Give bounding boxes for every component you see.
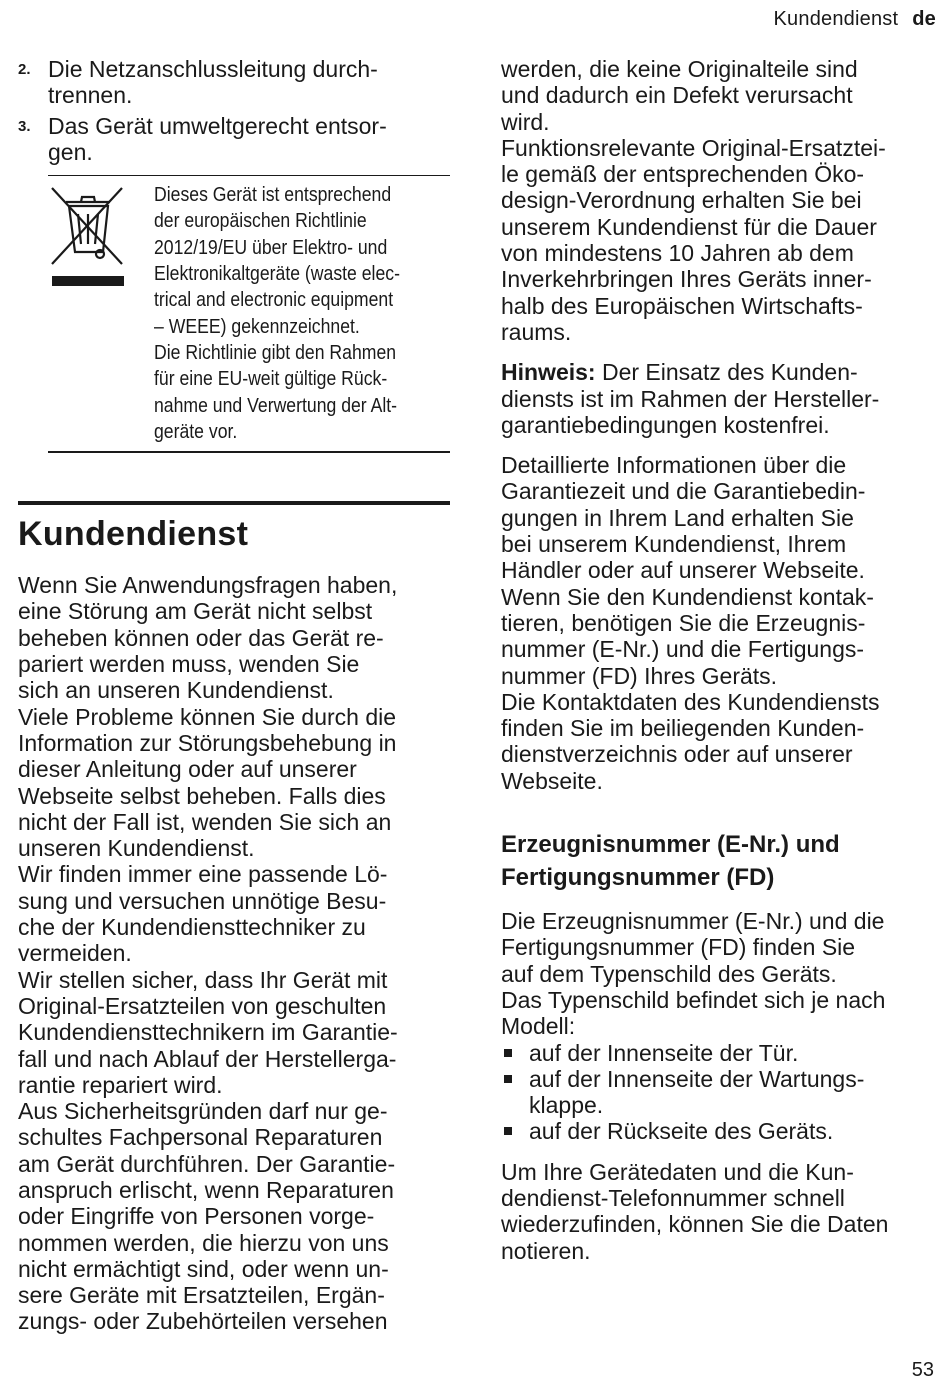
step-number: 2.: [18, 61, 31, 78]
rating-plate-paragraph: Die Erzeugnisnummer (E-Nr.) und die Fertigungsnummer (FD) finden Sie auf dem Typenschild des Geräts. Das Typenschild befindet sich je nach Modell:: [501, 908, 886, 1040]
header-title: Kundendienst: [773, 8, 899, 30]
note-data-paragraph: Um Ihre Gerätedaten und die Kun- dendienst-Telefonnummer schnell wiederzufinden, können Sie die Daten notieren.: [501, 1158, 889, 1264]
weee-notice-box: [48, 175, 450, 453]
weee-line: trical and electronic equipment: [154, 288, 394, 312]
weee-notice-text: [154, 182, 409, 445]
warranty-paragraph: Detaillierte Informationen über die Garantiezeit und die Garantiebedin- gungen in Ihrem Land erhalten Sie bei unserem Kundendienst, Ihrem Händler oder auf unserer Webseite. Wenn Sie den Kundendienst kontak- tieren, benötigen Sie die Erzeugnis- nummer (E-Nr.) und die Fertigungs- nummer (FD) Ihres Geräts. Die Kontaktdaten des Kundendiensts finden Sie im beiliegenden Kunden- dienstverzeichnis oder auf unserer Webseite.: [501, 452, 880, 794]
weee-line: Dieses Gerät ist entsprechend: [154, 183, 392, 207]
weee-line: der europäischen Richtlinie: [154, 209, 367, 233]
note-text: Der Einsatz des Kunden- diensts ist im Rahmen der Hersteller- garantiebedingungen kostenfrei.: [501, 359, 880, 438]
left-column: [18, 56, 450, 1335]
weee-line: 2012/19/EU über Elektro- und: [154, 235, 388, 259]
weee-line: nahme und Verwertung der Alt-: [154, 393, 398, 417]
page-number: 53: [911, 1359, 934, 1381]
list-item: auf der Innenseite der Wartungs- klappe.: [501, 1066, 937, 1119]
crossed-out-wheelie-bin-icon: [48, 182, 154, 445]
weee-line: – WEEE) gekennzeichnet.: [154, 314, 360, 338]
step-text: Das Gerät umweltgerecht entsor- gen.: [48, 112, 387, 165]
weee-line: geräte vor.: [154, 419, 238, 443]
step-number: 3.: [18, 117, 31, 135]
weee-line: für eine EU-weit gültige Rück-: [154, 367, 388, 391]
customer-service-text: Wenn Sie Anwendungsfragen haben, eine Störung am Gerät nicht selbst beheben können oder das Gerät re- pariert werden muss, wenden Sie sich an unseren Kundendienst. Viele Probleme können Sie durch die Information zur Störungsbehebung in dieser Anleitung oder auf unserer Webseite selbst beheben. Falls dies nicht der Fall ist, wenden Sie sich an unseren Kundendienst. Wir finden immer eine passende Lö- sung und versuchen unnötige Besu- che der Kundendiensttechniker zu vermeiden. Wir stellen sicher, dass Ihr Gerät mit Original-Ersatzteilen von geschulten Kundendiensttechnikern im Garantie- fall und nach Ablauf der Herstellerga- rantie repariert wird. Aus Sicherheitsgründen darf nur ge- schultes Fachpersonal Reparaturen am Gerät durchführen. Der Garantie- anspruch erlischt, wenn Reparaturen oder Eingriffe von Personen vorge- nommen werden, die hierzu von uns nicht ermächtigt sind, oder wenn un- sere Geräte mit Ersatzteilen, Ergän- zungs- oder Zubehörteilen versehen: [18, 572, 398, 1335]
list-item: auf der Rückseite des Geräts.: [501, 1118, 937, 1144]
rating-plate-locations: [501, 1040, 937, 1145]
section-title: Kundendienst: [18, 515, 249, 554]
language-code: de: [912, 8, 936, 30]
spare-parts-paragraph: werden, die keine Originalteile sind und dadurch ein Defekt verursacht wird. Funktionsrelevante Original-Ersatztei- le gemäß der entsprechenden Öko- design-Verordnung erhalten Sie bei unserem Kundendienst für die Dauer von mindestens 10 Jahren ab dem Inverkehrbringen Ihres Geräts inner- halb des Europäischen Wirtschafts- raums.: [501, 56, 886, 345]
running-header: [774, 8, 936, 31]
weee-line: Elektronikaltgeräte (waste elec-: [154, 262, 400, 286]
right-column: [501, 56, 937, 1264]
disposal-steps: [18, 56, 450, 165]
step-item: [18, 113, 450, 166]
note-paragraph: [501, 359, 937, 438]
section-divider: [18, 501, 450, 505]
step-item: [18, 56, 450, 109]
weee-line: Die Richtlinie gibt den Rahmen: [154, 340, 397, 364]
product-number-heading: Erzeugnisnummer (E-Nr.) und Fertigungsnummer (FD): [501, 831, 840, 892]
list-item: auf der Innenseite der Tür.: [501, 1040, 937, 1066]
note-label: Hinweis:: [501, 359, 596, 386]
step-text: Die Netzanschlussleitung durch- trennen.: [48, 56, 378, 109]
